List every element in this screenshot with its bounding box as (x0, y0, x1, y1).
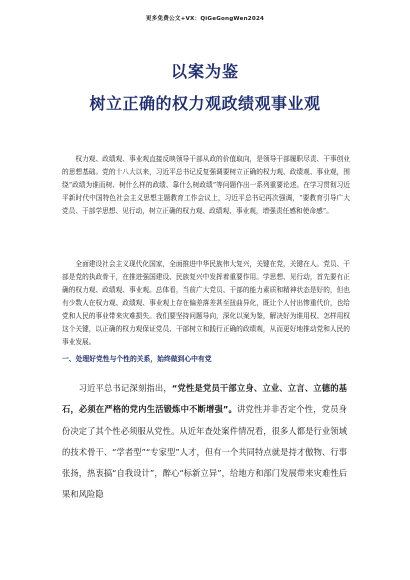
section-paragraph (62, 378, 347, 506)
header-note: 更多免费公文+VX：QiGeGongWen2024 (145, 16, 265, 22)
paragraph-text: 权力观、政绩观、事业观直接反映领导干部从政的价值取向，是领导干部履职尽责、干事创业的思想基础。党的十八大以来，习近平总书记反复强调要树立正确的权力观、政绩观、事业观，围绕“政绩为谁而树、树什么样的政绩、靠什么树政绩”等问题作出一系列重要论述。在学习贯彻习近平新时代中国特色社会主义思想主题教育工作会议上，习近平总书记再次强调，“要教育引导广大党员、干部学思想、见行动，树立正确的权力观、政绩观、事业观，增强责任感和使命感”。 (62, 155, 350, 215)
section-rest-text: 讲党性并非否定个性，党员身份决定了其个性必须服从党性。从近年查处案件情况看，很多人都是行业领域的技术骨干、“学者型”“专家型”人才，但有一个共同特点就是持才傲物、行事张扬，热衷搞“自我设计”，醉心“标新立异”，给地方和部门发展带来灾难性后果和风险隐 (62, 404, 347, 500)
paragraph-intro (62, 153, 350, 218)
section-quote-text: “党性是党员干部立身、立业、立言、立德的基石，必须在严格的党内生活锻炼中不断增强”。 (62, 383, 347, 415)
section-body (62, 378, 347, 506)
paragraph-context (62, 258, 350, 349)
document-title-line1: 以案为鉴 (170, 62, 239, 81)
section-intro-text: 习近平总书记深刻指出， (78, 383, 172, 393)
section-heading: 一、处理好党性与个性的关系，始终做到心中有党 (62, 355, 212, 363)
document-title-line2: 树立正确的权力观政绩观事业观 (89, 94, 321, 113)
paragraph-text: 全面建设社会主义现代化国家，全面推进中华民族伟大复兴，关键在党，关键在人。党员、干部是党的执政骨干，在推进强国建设、民族复兴中发挥着重要作用。学思想、见行动，首先要有正确的权力观、政绩观、事业观。总体看，当前广大党员、干部的能力素质和精神状态是好的，但也有少数人在权力观、政绩观、事业观上存在偏差落差甚至扭曲异化，既让个人付出惨重代价，也给党和人民的事业带来灾难损失。我们要坚持问题导向，深化以案为鉴，解决好为谁用权、怎样用权这个关键，以正确的权力观保证党员、干部树立和践行正确的政绩观，从而更好地推动党和人民的事业发展。 (62, 260, 350, 346)
